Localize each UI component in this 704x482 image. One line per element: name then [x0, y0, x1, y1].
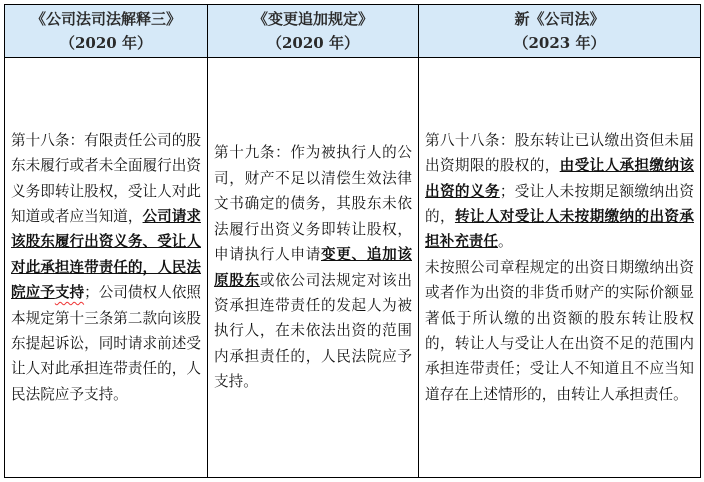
article-19-part2: 或依公司法规定对该出资承担连带责任的发起人为被执行人，在未依法出资的范围内承担责任的，人民法院应予支持。 [214, 271, 412, 391]
article-88-emphasis2: 转让人对受让人未按期缴纳的出资承担补充责任 [425, 207, 694, 251]
article-88-para2: 未按照公司章程规定的出资日期缴纳出资或者作为出资的非货币财产的实际价额显著低于所认缴的出资额的股东转让股权的，转让人与受让人在出资不足的范围内承担连带责任；受让人不知道且不应当知道存在上述情形的，由转让人承担责任。 [425, 258, 694, 403]
article-88-part2: ；受让人未按期足额缴纳出资的， [425, 182, 694, 225]
header-judicial-interpretation-3 [5, 5, 208, 58]
comparison-table [4, 4, 701, 478]
article-88-emphasis1: 由受让人承担缴纳该出资的义务 [425, 157, 694, 200]
header-new-company-law [419, 5, 701, 58]
article-88-part3: 。 [497, 233, 513, 251]
header-title: 《变更追加规定》 [252, 10, 373, 28]
article-18-emphasis-support: 支持 [54, 284, 85, 302]
article-18-cell [5, 58, 208, 478]
article-18-part1: 第十八条：有限责任公司的股东未履行或者未全面履行出资义务即转让股权，受让人对此知道或者应当知道， [11, 131, 201, 225]
header-title: 《公司法司法解释三》 [30, 10, 181, 28]
article-88-part1: 第八十八条：股东转让已认缴出资但未届出资期限的股权的， [425, 131, 694, 175]
header-title: 新《公司法》 [514, 10, 605, 28]
article-19-emphasis: 变更、追加该原股东 [214, 246, 412, 289]
header-year: （2023 年） [513, 34, 606, 52]
article-19-part1: 第十九条：作为被执行人的公司，财产不足以清偿生效法律文书确定的债务，其股东未依法履行出资义务即转让股权，申请执行人申请 [214, 144, 412, 264]
article-18-text [11, 128, 201, 407]
header-row [5, 5, 701, 58]
header-change-addition-rules [208, 5, 419, 58]
article-88-cell [419, 58, 701, 478]
header-year: （2020 年） [60, 34, 152, 52]
article-19-cell [208, 58, 419, 478]
article-18-part2: ；公司债权人依照本规定第十三条第二款向该股东提起诉讼，同时请求前述受让人对此承担连带责任的，人民法院应予支持。 [11, 284, 201, 403]
content-row [5, 58, 701, 478]
article-18-emphasis: 公司请求该股东履行出资义务、受让人对此承担连带责任的，人民法院应予 [11, 207, 201, 302]
header-year: （2020 年） [267, 34, 359, 52]
article-19-text [214, 140, 412, 394]
article-88-para1 [425, 128, 694, 255]
